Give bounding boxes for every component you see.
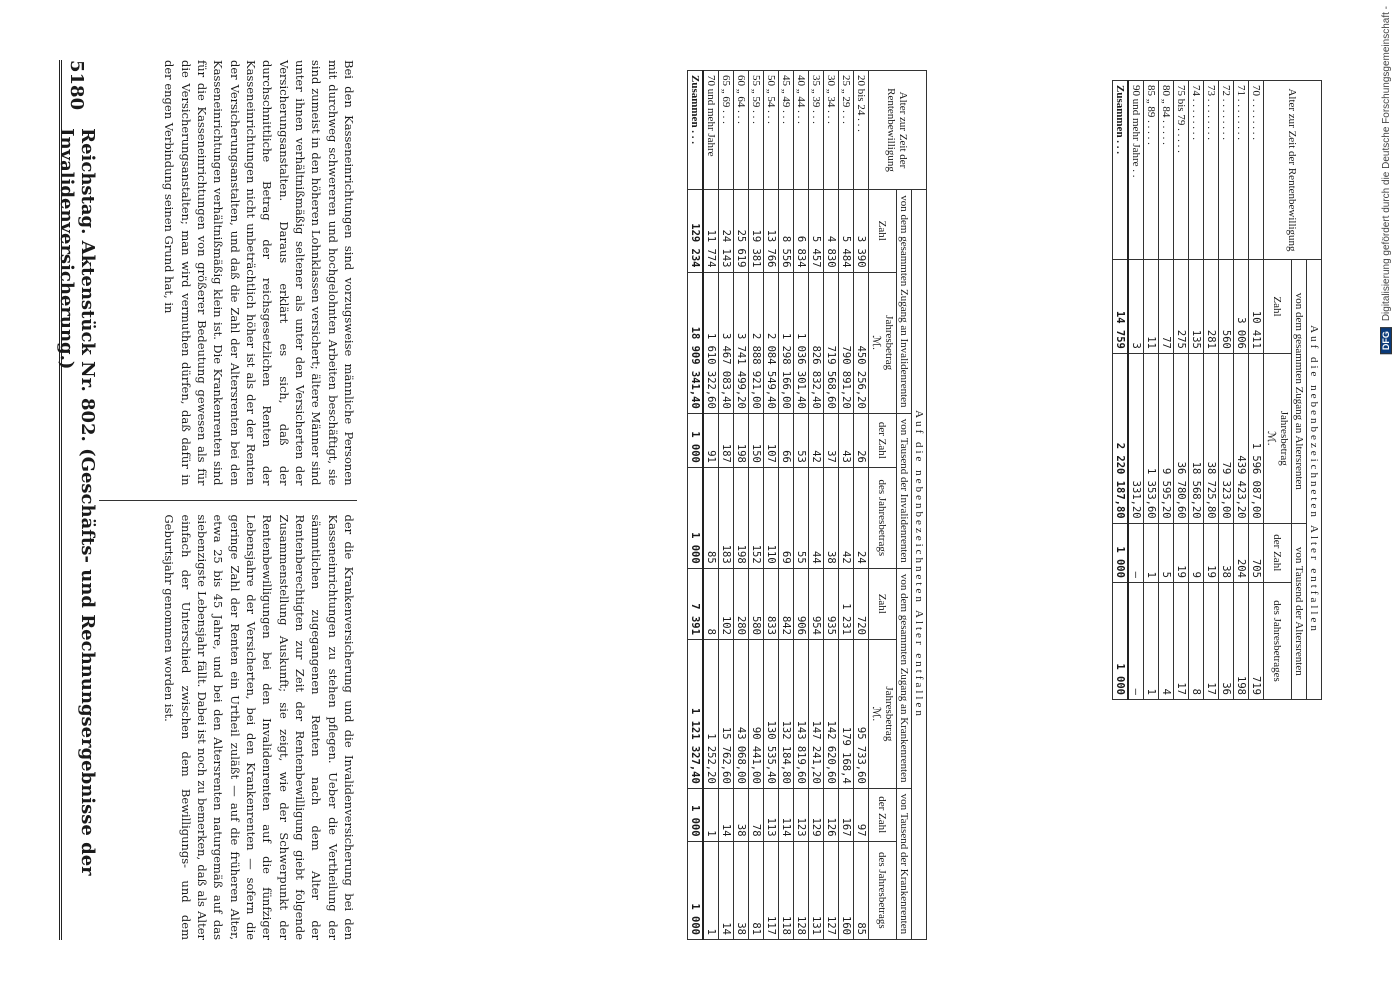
- age-cell: 90 und mehr Jahre . .: [1128, 81, 1144, 260]
- value-cell: 826 832,40: [809, 272, 824, 413]
- age-cell: 71 . . . . . . . .: [1234, 81, 1249, 260]
- value-cell: 11 774: [703, 190, 719, 273]
- header-jahresbetrag: Jahresbetrag ℳ.: [869, 272, 897, 413]
- table-row: [1219, 81, 1234, 700]
- value-cell: 3 467 083,40: [719, 272, 734, 413]
- value-cell: 1 298 166,00: [779, 272, 794, 413]
- header-des-jahresbetrages: des Jahresbetrages: [1264, 582, 1292, 699]
- value-cell: 123: [794, 788, 809, 841]
- value-cell: 14: [719, 841, 734, 939]
- value-cell: 66: [779, 413, 794, 467]
- digitization-credit: [1375, 0, 1397, 1000]
- value-cell: 44: [809, 467, 824, 568]
- value-cell: 3 741 499,20: [734, 272, 749, 413]
- value-cell: 1 596 087,00: [1249, 353, 1264, 523]
- value-cell: 935: [824, 568, 839, 639]
- value-cell: 25 619: [734, 190, 749, 273]
- value-cell: 198: [734, 467, 749, 568]
- value-cell: 127: [824, 841, 839, 939]
- table-row: [1174, 81, 1189, 700]
- age-cell: 55 „ 59 . . .: [749, 71, 764, 190]
- value-cell: 69: [779, 467, 794, 568]
- value-cell: 3 390: [854, 190, 869, 273]
- value-cell: 906: [794, 568, 809, 639]
- value-cell: 17: [1204, 582, 1219, 699]
- table-row: [854, 71, 869, 940]
- age-cell: 50 „ 54 . . .: [764, 71, 779, 190]
- value-cell: 1: [1144, 582, 1159, 699]
- digitization-credit-text: Digitalisierung gefördert durch die Deutsche Forschungsgemeinschaft -: [1381, 6, 1392, 322]
- value-cell: 77: [1159, 260, 1174, 354]
- value-cell: 160: [839, 841, 854, 939]
- value-cell: 187: [719, 413, 734, 467]
- value-cell: 85: [854, 841, 869, 939]
- page-title: Reichstag. Aktenstück Nr. 802. (Geschäfts- und Rechnungsergebnisse der Invalidenversicherung.): [56, 128, 98, 876]
- value-cell: 4 830: [824, 190, 839, 273]
- value-cell: 38: [734, 788, 749, 841]
- value-cell: 117: [764, 841, 779, 939]
- value-cell: 38: [1219, 523, 1234, 582]
- text-column-right: der die Krankenversicherung und die Invalidenversicherung bei den Kasseneinrichtungen zu stehen pflegen. Ueber die Vertheilung der sämmtlichen zugegangenen Renten nach dem Alter der Rentenberechtigten zur Zeit der Rentenbewilligung giebt folgende Zusammenstellung Auskunft; sie zeigt, wie der Schwerpunkt der Rentenbewilligungen bei den Invalidenrenten auf die fünfziger Lebensjahre der Versicherten, bei den Krankenrenten — sofern die geringe Zahl der Renten ein Urtheil zuläßt — auf die früheren Alter, etwa 25 bis 45 Jahre, und bei den Altersrenten naturgemäß auf das siebenzigste Lebensjahr fällt. Dabei ist noch zu bemerken, daß als Alter einfach der Unterschied zwischen dem Bewilligungs- und dem Geburtsjahr genommen worden ist.: [162, 514, 356, 940]
- group-altersrenten-per-thousand: von Tausend der Altersrenten: [1292, 523, 1307, 699]
- value-cell: 790 891,20: [839, 272, 854, 413]
- column-divider: [99, 500, 357, 501]
- header-zahl: Zahl: [1264, 260, 1292, 354]
- table-row: [794, 71, 809, 940]
- age-cell: 80 „ 84 . . . . .: [1159, 81, 1174, 260]
- table-row: [809, 71, 824, 940]
- total-row: Zusammen . . . 129 234 18 909 341,40 1 000 1 000 7 391 1 121 327,40 1 000 1 000: [688, 71, 704, 940]
- value-cell: 53: [794, 413, 809, 467]
- value-cell: 36: [1219, 582, 1234, 699]
- value-cell: 8: [703, 568, 719, 639]
- value-cell: 719 568,60: [824, 272, 839, 413]
- value-cell: 147 241,20: [809, 639, 824, 788]
- age-cell: 70 . . . . . . . .: [1249, 81, 1264, 260]
- value-cell: 38 725,80: [1204, 353, 1219, 523]
- value-cell: 130 535,40: [764, 639, 779, 788]
- header-des-jahresbetrags: des Jahresbetrags: [869, 467, 897, 568]
- age-cell: 30 „ 34 . . .: [824, 71, 839, 190]
- value-cell: 9 595,20: [1159, 353, 1174, 523]
- value-cell: 439 423,20: [1234, 353, 1249, 523]
- age-cell: 25 „ 29 . . .: [839, 71, 854, 190]
- value-cell: 152: [749, 467, 764, 568]
- value-cell: 132 184,80: [779, 639, 794, 788]
- header-zahl-kr: Zahl: [869, 568, 897, 639]
- value-cell: 26: [854, 413, 869, 467]
- value-cell: 842: [779, 568, 794, 639]
- value-cell: 11: [1144, 260, 1159, 354]
- value-cell: 37: [824, 413, 839, 467]
- value-cell: 331,20: [1128, 353, 1144, 523]
- value-cell: 113: [764, 788, 779, 841]
- page-header: [56, 60, 98, 940]
- age-cell: 75 bis 79 . . . . .: [1174, 81, 1189, 260]
- value-cell: 150: [749, 413, 764, 467]
- value-cell: 8: [1189, 582, 1204, 699]
- table-row: [764, 71, 779, 940]
- value-cell: 85: [703, 467, 719, 568]
- value-cell: 580: [749, 568, 764, 639]
- table-row: [824, 71, 839, 940]
- table-title: Auf die nebenbezeichneten Alter entfallen: [1307, 260, 1322, 700]
- age-cell: 70 und mehr Jahre: [703, 71, 719, 190]
- value-cell: 43 068,00: [734, 639, 749, 788]
- value-cell: 102: [719, 568, 734, 639]
- value-cell: 143 819,60: [794, 639, 809, 788]
- value-cell: 183: [719, 467, 734, 568]
- table-row: [779, 71, 794, 940]
- age-cell: 35 „ 39 . . .: [809, 71, 824, 190]
- table-row: [1234, 81, 1249, 700]
- value-cell: 204: [1234, 523, 1249, 582]
- value-cell: 3 006: [1234, 260, 1249, 354]
- value-cell: 560: [1219, 260, 1234, 354]
- age-cell: 45 „ 49 . . .: [779, 71, 794, 190]
- dfg-logo: DFG: [1380, 327, 1392, 354]
- value-cell: 42: [809, 413, 824, 467]
- value-cell: 79 323,00: [1219, 353, 1234, 523]
- age-cell: 40 „ 44 . . .: [794, 71, 809, 190]
- header-zahl: Zahl: [869, 190, 897, 273]
- table-row: [719, 71, 734, 940]
- age-cell: 73 . . . . . . . .: [1204, 81, 1219, 260]
- value-cell: 8 556: [779, 190, 794, 273]
- value-cell: 118: [779, 841, 794, 939]
- table-row: [1128, 81, 1144, 700]
- value-cell: 9: [1189, 523, 1204, 582]
- value-cell: 280: [734, 568, 749, 639]
- value-cell: 43: [839, 413, 854, 467]
- value-cell: 135: [1189, 260, 1204, 354]
- value-cell: 81: [749, 841, 764, 939]
- col-age-header: Alter zur Zeit der Rentenbewilligung: [869, 71, 927, 190]
- value-cell: 24: [854, 467, 869, 568]
- age-cell: 65 „ 69 . . .: [719, 71, 734, 190]
- table-body: [1128, 81, 1264, 700]
- value-cell: 281: [1204, 260, 1219, 354]
- value-cell: 17: [1174, 582, 1189, 699]
- value-cell: 1: [1144, 523, 1159, 582]
- table-row: [1204, 81, 1219, 700]
- value-cell: 19 381: [749, 190, 764, 273]
- value-cell: 142 620,60: [824, 639, 839, 788]
- header-des-jahresbetrags-kr: des Jahresbetrags: [869, 841, 897, 939]
- value-cell: 5 484: [839, 190, 854, 273]
- table-row: [1249, 81, 1264, 700]
- value-cell: 95 733,60: [854, 639, 869, 788]
- value-cell: 10 411: [1249, 260, 1264, 354]
- table-row: [1189, 81, 1204, 700]
- value-cell: 1 231: [839, 568, 854, 639]
- value-cell: 18 568,20: [1189, 353, 1204, 523]
- value-cell: 954: [809, 568, 824, 639]
- value-cell: 13 766: [764, 190, 779, 273]
- value-cell: 1 036 301,40: [794, 272, 809, 413]
- col-age-header: Alter zur Zeit der Rentenbewilligung: [1264, 81, 1322, 260]
- age-cell: 85 „ 89 . . . . .: [1144, 81, 1159, 260]
- value-cell: 705: [1249, 523, 1264, 582]
- value-cell: 1: [703, 788, 719, 841]
- table-row: [749, 71, 764, 940]
- value-cell: 3: [1128, 260, 1144, 354]
- value-cell: 179 168,4: [839, 639, 854, 788]
- value-cell: 129: [809, 788, 824, 841]
- altersrenten-table: [1112, 80, 1322, 700]
- header-der-zahl: der Zahl: [1264, 523, 1292, 582]
- table-body: [703, 71, 869, 940]
- value-cell: 15 762,60: [719, 639, 734, 788]
- group-krankenrenten-per-thousand: von Tausend der Krankenrenten: [897, 788, 912, 939]
- value-cell: 198: [734, 413, 749, 467]
- age-cell: 20 bis 24 . . .: [854, 71, 869, 190]
- group-altersrenten: von dem gesammten Zugang an Altersrenten: [1292, 260, 1307, 524]
- value-cell: 24 143: [719, 190, 734, 273]
- value-cell: 6 834: [794, 190, 809, 273]
- value-cell: 131: [809, 841, 824, 939]
- value-cell: 110: [764, 467, 779, 568]
- value-cell: 107: [764, 413, 779, 467]
- group-invalidenrenten-per-thousand: von Tausend der Invalidenrenten: [897, 413, 912, 568]
- value-cell: 2 888 921,00: [749, 272, 764, 413]
- value-cell: 55: [794, 467, 809, 568]
- value-cell: 38: [824, 467, 839, 568]
- value-cell: 78: [749, 788, 764, 841]
- value-cell: 97: [854, 788, 869, 841]
- text-column-left: Bei den Kasseneinrichtungen sind vorzugsweise männliche Personen mit durchweg schwereren und hochgelohnten Arbeiten beschäftigt, sie sind zumeist in den höheren Lohnklassen versichert; ältere Männer sind unter ihnen verhältnißmäßig seltener als unter den Versicherten der Versicherungsanstalten. Daraus erklärt es sich, daß der durchschnittliche Betrag der reichsgesetzlichen Renten der Kasseneinrichtungen nicht unbeträchtlich höher ist als der der Renten der Versicherungsanstalten, und daß die Zahl der Altersrenten bei den Kasseneinrichtungen verhältnißmäßig klein ist. Die Krankenrenten sind für die Kasseneinrichtungen von größerer Bedeutung gewesen als für die Versicherungsanstalten; man wird vermuthen dürfen, daß dafür in der engen Verbindung seinen Grund hat, in: [162, 60, 356, 486]
- value-cell: 833: [764, 568, 779, 639]
- value-cell: 128: [794, 841, 809, 939]
- value-cell: 2 084 549,40: [764, 272, 779, 413]
- header-jahresbetrag: Jahresbetrag ℳ.: [1264, 353, 1292, 523]
- value-cell: 42: [839, 467, 854, 568]
- value-cell: 720: [854, 568, 869, 639]
- table-row: [703, 71, 719, 940]
- value-cell: 38: [734, 841, 749, 939]
- group-krankenrenten: von dem gesammten Zugang an Krankenrenten: [897, 568, 912, 788]
- value-cell: 90 441,00: [749, 639, 764, 788]
- total-row: Zusammen . . . 14 759 2 220 187,80 1 000 1 000: [1113, 81, 1129, 700]
- value-cell: 4: [1159, 582, 1174, 699]
- value-cell: —: [1128, 523, 1144, 582]
- header-der-zahl-kr: der Zahl: [869, 788, 897, 841]
- value-cell: 1 353,60: [1144, 353, 1159, 523]
- value-cell: 126: [824, 788, 839, 841]
- value-cell: 5: [1159, 523, 1174, 582]
- invaliden-kranken-table: [687, 70, 927, 940]
- value-cell: 19: [1204, 523, 1219, 582]
- value-cell: 450 256,20: [854, 272, 869, 413]
- value-cell: 19: [1174, 523, 1189, 582]
- value-cell: 167: [839, 788, 854, 841]
- table-row: [1144, 81, 1159, 700]
- value-cell: 275: [1174, 260, 1189, 354]
- age-cell: 74 . . . . . . . .: [1189, 81, 1204, 260]
- header-jahresbetrag-kr: Jahresbetrag ℳ.: [869, 639, 897, 788]
- value-cell: 114: [779, 788, 794, 841]
- value-cell: 1 610 322,60: [703, 272, 719, 413]
- table-row: [839, 71, 854, 940]
- value-cell: 5 457: [809, 190, 824, 273]
- value-cell: 198: [1234, 582, 1249, 699]
- table-row: [734, 71, 749, 940]
- value-cell: 1 252,20: [703, 639, 719, 788]
- value-cell: 36 780,60: [1174, 353, 1189, 523]
- body-text: [99, 60, 357, 940]
- page-number: 5180: [66, 60, 88, 111]
- value-cell: —: [1128, 582, 1144, 699]
- group-invalidenrenten: von dem gesammten Zugang an Invalidenrenten: [897, 190, 912, 414]
- value-cell: 1: [703, 841, 719, 939]
- header-der-zahl: der Zahl: [869, 413, 897, 467]
- age-cell: 72 . . . . . . . .: [1219, 81, 1234, 260]
- value-cell: 14: [719, 788, 734, 841]
- value-cell: 91: [703, 413, 719, 467]
- table-row: [1159, 81, 1174, 700]
- age-cell: 60 „ 64 . . .: [734, 71, 749, 190]
- table-title: Auf die nebenbezeichneten Alter entfallen: [912, 190, 927, 940]
- value-cell: 719: [1249, 582, 1264, 699]
